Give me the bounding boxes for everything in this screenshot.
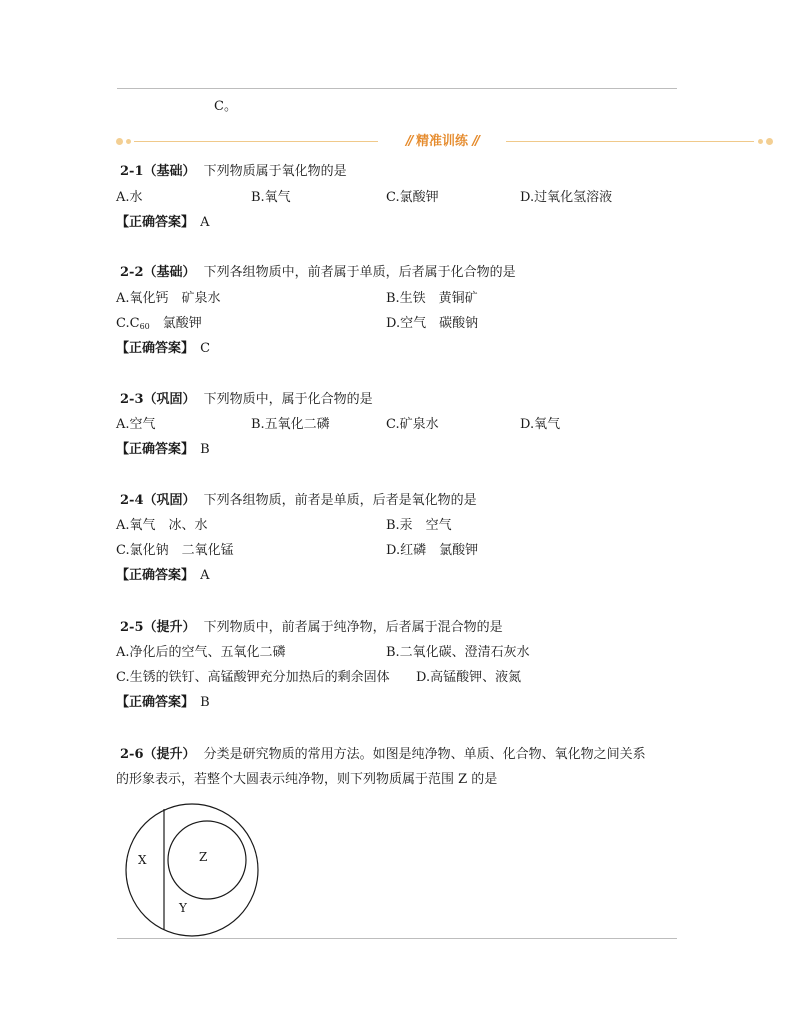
answer-line: 【正确答案】 B xyxy=(116,695,210,710)
bottom-rule xyxy=(117,938,677,939)
answer-line: 【正确答案】 A xyxy=(116,215,210,230)
banner-dot-right-1 xyxy=(758,139,763,144)
question-2-6-stem-cont: 的形象表示，若整个大圆表示纯净物，则下列物质属于范围 Z 的是 xyxy=(116,772,498,787)
option: C.氯酸钾 xyxy=(386,190,439,205)
option: B.五氧化二磷 xyxy=(251,417,330,432)
option: D.空气 碳酸钠 xyxy=(386,316,479,331)
option: A.氧气 冰、水 xyxy=(116,518,208,533)
answer-line: 【正确答案】 A xyxy=(116,568,210,583)
question-2-4-stem: 2-4（巩固） 下列各组物质，前者是单质，后者是氧化物的是 xyxy=(120,493,477,508)
classification-diagram xyxy=(122,800,262,940)
option: D.红磷 氯酸钾 xyxy=(386,543,479,558)
option: B.氧气 xyxy=(251,190,291,205)
question-2-5-stem: 2-5（提升） 下列物质中，前者属于纯净物，后者属于混合物的是 xyxy=(120,620,503,635)
option: A.氧化钙 矿泉水 xyxy=(116,291,221,306)
banner-line-left xyxy=(134,141,378,142)
option: A.空气 xyxy=(116,417,156,432)
banner-line-right xyxy=(506,141,754,142)
option: C.氯化钠 二氧化锰 xyxy=(116,543,234,558)
banner-dot-right-2 xyxy=(766,138,773,145)
banner-dot-left-1 xyxy=(116,138,123,145)
option: D.过氧化氢溶液 xyxy=(520,190,613,205)
question-2-1-stem: 2-1（基础） 下列物质属于氧化物的是 xyxy=(120,164,347,179)
banner-right-mark: // xyxy=(472,134,479,149)
option: B.汞 空气 xyxy=(386,518,452,533)
option: B.生铁 黄铜矿 xyxy=(386,291,478,306)
banner-left-mark: // xyxy=(405,134,412,149)
label-x: X xyxy=(138,853,147,867)
top-rule xyxy=(117,88,677,89)
question-2-6-stem: 2-6（提升） 分类是研究物质的常用方法。如图是纯净物、单质、化合物、氧化物之间关系 xyxy=(120,747,646,762)
question-2-2-stem: 2-2（基础） 下列各组物质中，前者属于单质，后者属于化合物的是 xyxy=(120,265,516,280)
question-2-3-stem: 2-3（巩固） 下列物质中，属于化合物的是 xyxy=(120,392,373,407)
option: A.净化后的空气、五氧化二磷 xyxy=(116,645,286,660)
label-z: Z xyxy=(199,850,208,864)
option: D.高锰酸钾、液氮 xyxy=(416,670,522,685)
banner-title xyxy=(390,133,494,151)
option: B.二氧化碳、澄清石灰水 xyxy=(386,645,530,660)
option: A.水 xyxy=(116,190,143,205)
option: $C.C_{60}$ 氯酸钾 xyxy=(116,316,202,331)
option: C.生锈的铁钉、高锰酸钾充分加热后的剩余固体 xyxy=(116,670,390,685)
banner-dot-left-2 xyxy=(126,139,131,144)
answer-line: 【正确答案】 B xyxy=(116,442,210,457)
option: D.氧气 xyxy=(520,417,561,432)
answer-line: 【正确答案】 C xyxy=(116,341,211,356)
option: C.矿泉水 xyxy=(386,417,439,432)
label-y: Y xyxy=(179,901,187,915)
banner-title-text: 精准训练 xyxy=(415,134,468,149)
prev-answer-tail: C。 xyxy=(214,99,237,114)
